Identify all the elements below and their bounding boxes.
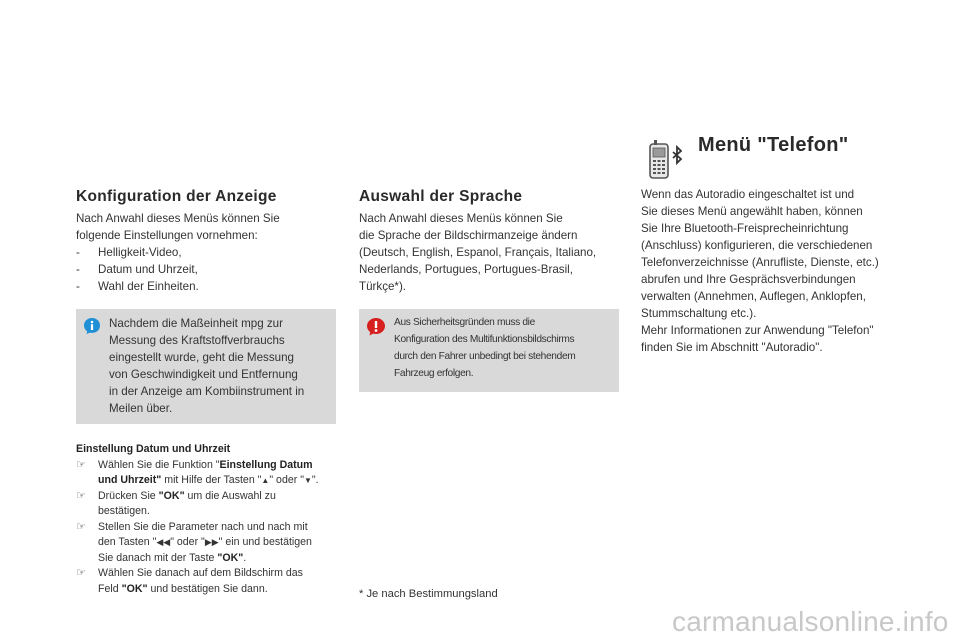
warning-box xyxy=(359,309,619,392)
list-item: - Helligkeit-Video, xyxy=(76,246,182,259)
footnote: * Je nach Bestimmungsland xyxy=(359,588,498,600)
phone-line: Wenn das Autoradio eingeschaltet ist und xyxy=(641,188,855,201)
info-line: in der Anzeige am Kombiinstrument in xyxy=(109,385,305,398)
datetime-steps xyxy=(76,458,346,598)
phone-line: (Anschluss) konfigurieren, die verschiedenen xyxy=(641,239,873,252)
warning-line: durch den Fahrer unbedingt bei stehendem xyxy=(394,351,576,362)
hand-icon: ☞ xyxy=(76,567,86,579)
hand-icon: ☞ xyxy=(76,520,86,533)
warning-line: Fahrzeug erfolgen. xyxy=(394,368,474,379)
list-item: ☞ Stellen Sie die Parameter nach und nach mit den Tasten "◀◀" oder "▶▶" ein und bestätigen Sie danach mit der Taste "OK". xyxy=(76,520,312,564)
warning-line: Konfiguration des Multifunktionsbildschirms xyxy=(394,334,575,345)
settings-list xyxy=(76,244,336,295)
phone-line: Telefonverzeichnisse (Anrufliste, Dienste, etc.) xyxy=(641,256,879,269)
phone-line: Mehr Informationen zur Anwendung "Telefon" xyxy=(641,324,874,337)
language-line: (Deutsch, English, Espanol, Français, Italiano, xyxy=(359,246,597,259)
watermark: carmanualsonline.info xyxy=(672,606,949,637)
warning-line: Aus Sicherheitsgründen muss die xyxy=(394,317,535,328)
datetime-heading: Einstellung Datum und Uhrzeit xyxy=(76,443,231,455)
list-item: - Wahl der Einheiten. xyxy=(76,280,199,293)
arrow-up-icon: ▲ xyxy=(261,476,270,485)
phone-line: verwalten (Annehmen, Auflegen, Anklopfen, xyxy=(641,290,866,303)
info-line: von Geschwindigkeit und Entfernung xyxy=(109,368,298,381)
bluetooth-phone-icon xyxy=(648,138,688,182)
phone-line: abrufen und Ihre Gesprächsverbindungen xyxy=(641,273,856,286)
list-item: - Datum und Uhrzeit, xyxy=(76,263,198,276)
info-line: Meilen über. xyxy=(109,402,173,415)
warning-text xyxy=(394,314,616,382)
language-line: Türkçe*). xyxy=(359,280,407,293)
info-icon xyxy=(83,317,101,335)
info-line: eingestellt wurde, geht die Messung xyxy=(109,351,294,364)
datetime-section xyxy=(76,442,346,597)
info-line: Nachdem die Maßeinheit mpg zur xyxy=(109,317,283,330)
hand-icon: ☞ xyxy=(76,458,86,471)
list-item: ☞ Wählen Sie die Funktion "Einstellung Datum und Uhrzeit" mit Hilfe der Tasten "▲" oder "▼". xyxy=(76,458,319,486)
arrow-right-icon: ▶▶ xyxy=(204,537,219,547)
list-item: ☞ Drücken Sie "OK" um die Auswahl zu bestätigen. xyxy=(76,489,276,517)
language-title: Auswahl der Sprache xyxy=(359,188,523,205)
config-display-intro xyxy=(76,210,336,295)
intro-line: Nach Anwahl dieses Menüs können Sie xyxy=(76,212,280,225)
info-text xyxy=(109,315,333,417)
phone-line: Stummschaltung etc.). xyxy=(641,307,757,320)
info-line: Messung des Kraftstoffverbrauchs xyxy=(109,334,285,347)
list-item: ☞ Wählen Sie danach auf dem Bildschirm das Feld "OK" und bestätigen Sie dann. xyxy=(76,567,303,595)
phone-line: finden Sie im Abschnitt "Autoradio". xyxy=(641,341,823,354)
language-line: Nach Anwahl dieses Menüs können Sie xyxy=(359,212,563,225)
intro-line: folgende Einstellungen vornehmen: xyxy=(76,229,258,242)
language-text xyxy=(359,210,619,295)
language-line: Nederlands, Portugues, Portugues-Brasil, xyxy=(359,263,573,276)
hand-icon: ☞ xyxy=(76,489,86,502)
phone-line: Sie Ihre Bluetooth-Freisprecheinrichtung xyxy=(641,222,849,235)
phone-menu-title: Menü "Telefon" xyxy=(698,134,849,156)
phone-menu-text xyxy=(641,186,911,356)
warning-icon xyxy=(366,317,386,337)
phone-line: Sie dieses Menü angewählt haben, können xyxy=(641,205,863,218)
config-display-title: Konfiguration der Anzeige xyxy=(76,188,277,205)
arrow-down-icon: ▼ xyxy=(303,476,312,485)
arrow-left-icon: ◀◀ xyxy=(156,537,171,547)
info-box xyxy=(76,309,336,424)
language-line: die Sprache der Bildschirmanzeige ändern xyxy=(359,229,578,242)
